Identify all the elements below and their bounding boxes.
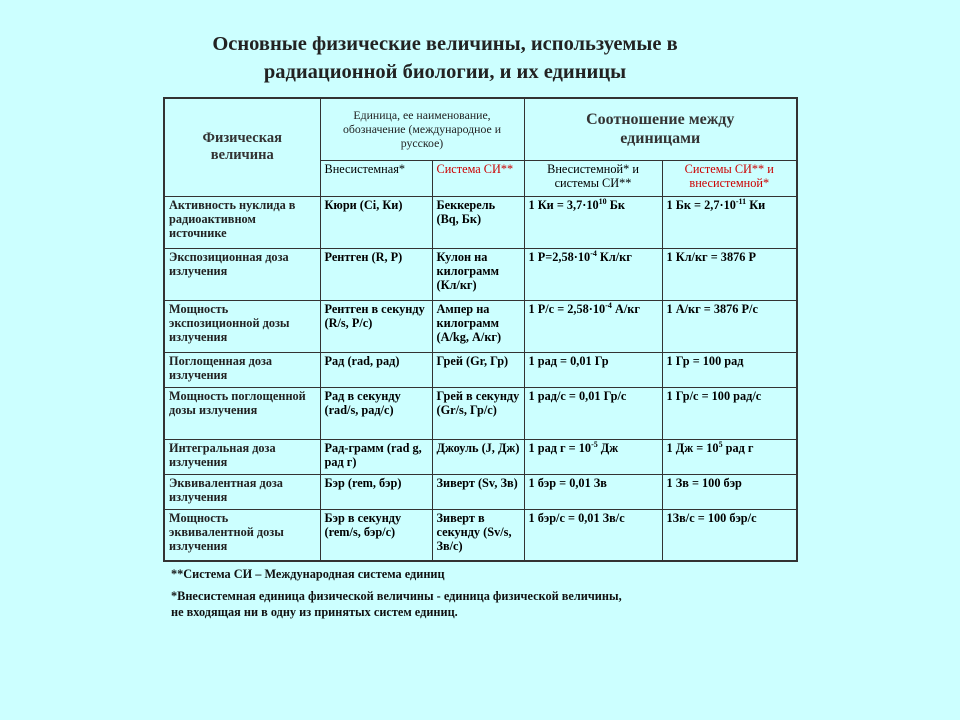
cell-unit-offsystem: Кюри (Ci, Ки) (320, 196, 432, 248)
cell-unit-offsystem: Рад-грамм (rad g, рад г) (320, 439, 432, 474)
header-quantity: Физическая величина (164, 98, 320, 196)
cell-relation-si-to-offsystem: 1 Гр = 100 рад (662, 352, 797, 387)
header-rel-offsystem: Внесистемной* и системы СИ** (524, 160, 662, 196)
cell-unit-si: Грей в секунду (Gr/s, Гр/с) (432, 387, 524, 439)
cell-relation-offsystem-to-si: 1 рад = 0,01 Гр (524, 352, 662, 387)
cell-relation-offsystem-to-si: 1 $Р=2,58\cdot 10^{-4}$ Кл/кг (524, 248, 662, 300)
cell-relation-offsystem-to-si: 1 $Р/с = 2,58\cdot 10^{-4}$ А/кг (524, 300, 662, 352)
header-rel-si: Системы СИ** и внесистемной* (662, 160, 797, 196)
cell-unit-offsystem: Рад (rad, рад) (320, 352, 432, 387)
table-row (164, 196, 797, 248)
cell-quantity: Интегральная доза излучения (164, 439, 320, 474)
cell-relation-offsystem-to-si: 1 рад/с = 0,01 Гр/с (524, 387, 662, 439)
cell-unit-offsystem: Рентген (R, Р) (320, 248, 432, 300)
footnote-si: **Система СИ – Международная система единиц (171, 567, 445, 581)
footnote-offsystem-line-1: *Внесистемная единица физической величины - единица физической величины, (171, 589, 622, 603)
table-row (164, 300, 797, 352)
cell-relation-si-to-offsystem: 1 Гр/с = 100 рад/с (662, 387, 797, 439)
cell-unit-si: Джоуль (J, Дж) (432, 439, 524, 474)
table-row (164, 352, 797, 387)
cell-relation-si-to-offsystem: 1 Зв = 100 бэр (662, 474, 797, 509)
page-title (120, 30, 770, 86)
cell-quantity: Поглощенная доза излучения (164, 352, 320, 387)
table-row (164, 439, 797, 474)
cell-unit-offsystem: Бэр в секунду (rem/s, бэр/с) (320, 509, 432, 561)
table-body (164, 196, 797, 561)
footnote-offsystem (171, 588, 622, 620)
cell-quantity: Мощность экспозиционной дозы излучения (164, 300, 320, 352)
cell-unit-si: Зиверт в секунду (Sv/s, Зв/с) (432, 509, 524, 561)
cell-relation-offsystem-to-si: 1 бэр/с = 0,01 Зв/с (524, 509, 662, 561)
header-unit: Единица, ее наименование, обозначение (международное и русское) (320, 98, 524, 160)
cell-relation-si-to-offsystem: 1 А/кг = 3876 Р/с (662, 300, 797, 352)
cell-unit-offsystem: Рад в секунду (rad/s, рад/с) (320, 387, 432, 439)
cell-quantity: Мощность эквивалентной дозы излучения (164, 509, 320, 561)
cell-unit-si: Грей (Gr, Гр) (432, 352, 524, 387)
header-unit-offsystem: Внесистемная* (320, 160, 432, 196)
cell-relation-si-to-offsystem: 1Зв/с = 100 бэр/с (662, 509, 797, 561)
cell-unit-offsystem: Рентген в секунду (R/s, Р/с) (320, 300, 432, 352)
cell-relation-si-to-offsystem: 1 Дж = $10^5$ рад г (662, 439, 797, 474)
cell-relation-si-to-offsystem: 1 Бк = $2,7\cdot 10^{-11}$ Ки (662, 196, 797, 248)
cell-unit-si: Ампер на килограмм (A/kg, А/кг) (432, 300, 524, 352)
cell-quantity: Эквивалентная доза излучения (164, 474, 320, 509)
cell-relation-offsystem-to-si: 1 рад $г = 10^{-5}$ Дж (524, 439, 662, 474)
cell-quantity: Активность нуклида в радиоактивном источнике (164, 196, 320, 248)
cell-unit-offsystem: Бэр (rem, бэр) (320, 474, 432, 509)
cell-relation-si-to-offsystem: 1 Кл/кг = 3876 Р (662, 248, 797, 300)
cell-unit-si: Зиверт (Sv, Зв) (432, 474, 524, 509)
header-unit-si: Система СИ** (432, 160, 524, 196)
footnote-offsystem-line-2: не входящая ни в одну из принятых систем единиц. (171, 605, 458, 619)
table-row (164, 474, 797, 509)
table-row (164, 387, 797, 439)
cell-unit-si: Кулон на килограмм (Кл/кг) (432, 248, 524, 300)
units-table-container (163, 97, 798, 562)
cell-relation-offsystem-to-si: 1 Ки = $3,7\cdot 10^{10}$ Бк (524, 196, 662, 248)
table-row (164, 509, 797, 561)
header-relation: Соотношение между единицами (524, 98, 797, 160)
cell-quantity: Экспозиционная доза излучения (164, 248, 320, 300)
title-line-2: радиационной биологии, и их единицы (263, 61, 627, 83)
cell-quantity: Мощность поглощенной дозы излучения (164, 387, 320, 439)
units-table (163, 97, 798, 562)
title-line-1: Основные физические величины, используемые в (212, 33, 678, 55)
cell-unit-si: Беккерель (Bq, Бк) (432, 196, 524, 248)
table-row (164, 248, 797, 300)
cell-relation-offsystem-to-si: 1 бэр = 0,01 Зв (524, 474, 662, 509)
